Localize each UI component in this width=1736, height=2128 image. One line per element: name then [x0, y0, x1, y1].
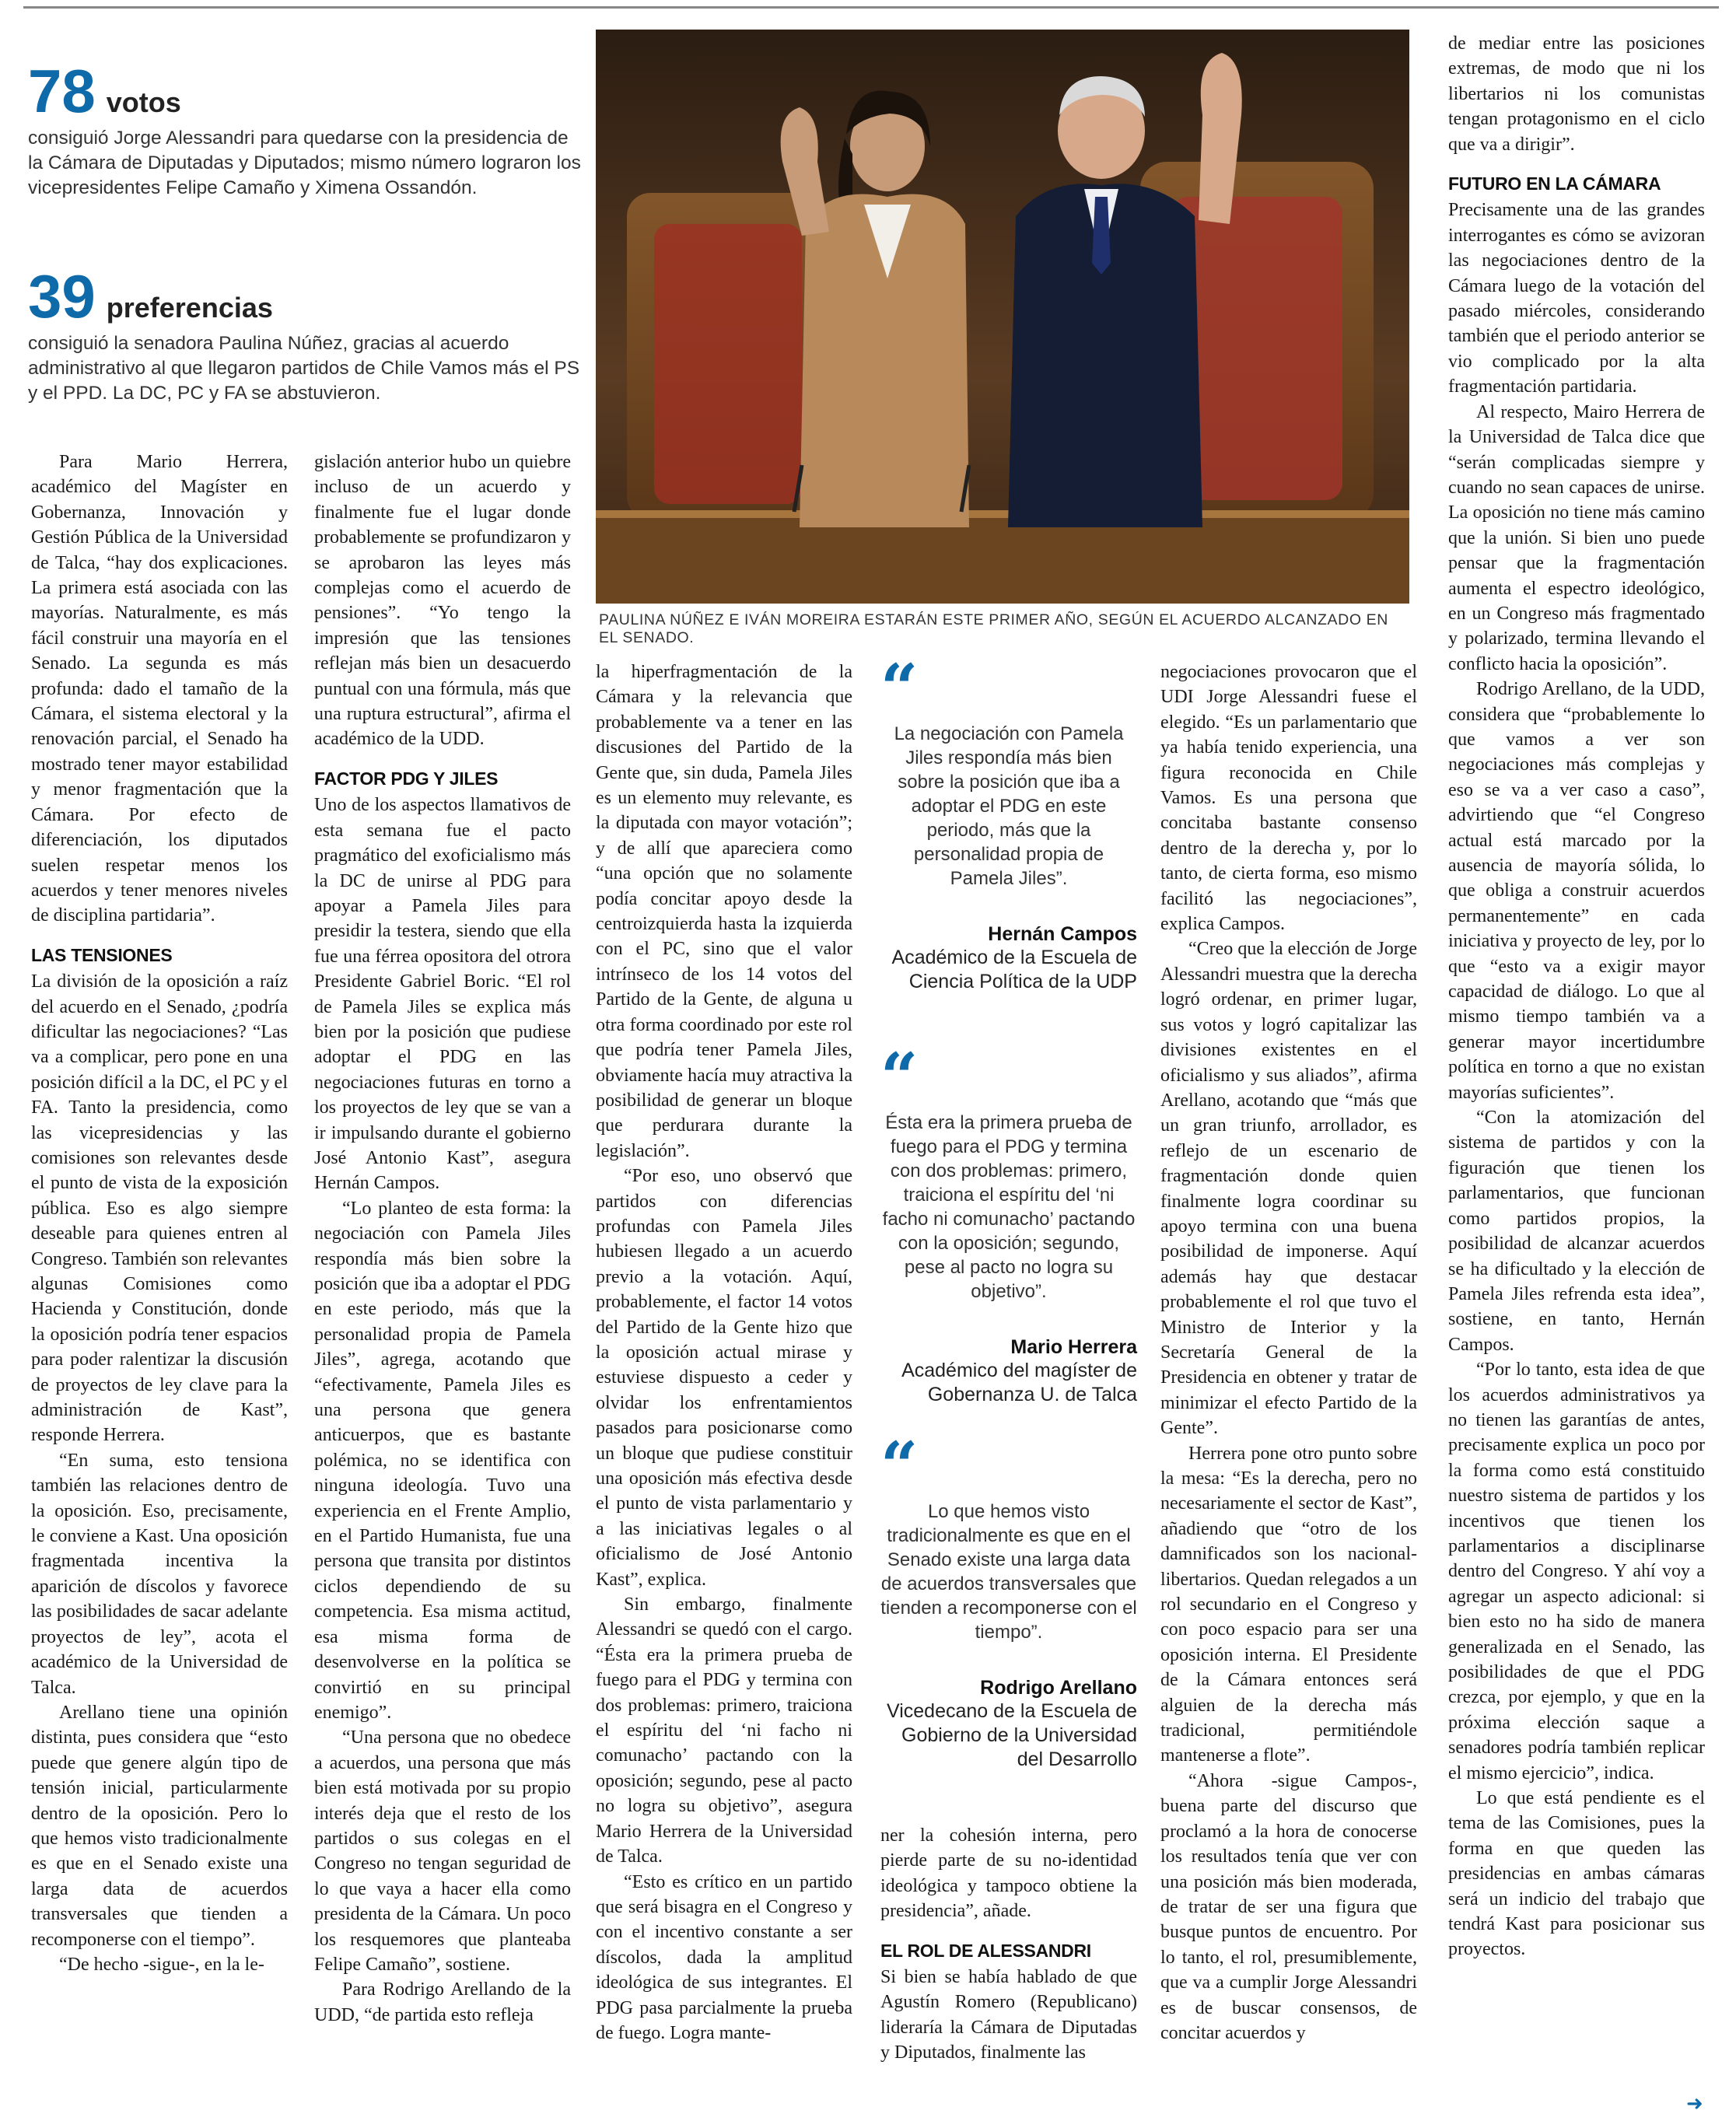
quote-author-role: Académico del magíster de Gobernanza U. de Talca [901, 1360, 1137, 1405]
paragraph: “Ahora -sigue Campos-, buena parte del discurso que proclamó a la hora de conocerse los resultados tenía que ver con una posición más bien moderada, de tratar de ser una figura que busque puntos de encuentro. Por lo tanto, el rol, presumiblemente, que va a cumplir Jorge Alessandri es de buscar consensos, de concitar acuerdos y [1160, 1770, 1417, 2043]
section-heading-futuro: FUTURO EN LA CÁMARA [1448, 173, 1661, 194]
quote-text: Lo que hemos visto tradicionalmente es que en el Senado existe una larga data de acuerdos transversales que tienden a recomponerse con el tiempo”. [880, 1501, 1137, 1643]
quote-text: Ésta era la primera prueba de fuego para el PDG y termina con dos problemas: primero, traiciona el espíritu del ‘ni facho ni comunacho’ pactando con la oposición; segundo, pese al pacto no logra su objetivo”. [882, 1112, 1136, 1302]
quote-icon: “ [880, 1038, 919, 1115]
photo-caption: PAULINA NÚÑEZ E IVÁN MOREIRA ESTARÁN ESTE PRIMER AÑO, SEGÚN EL ACUERDO ALCANZADO EN EL SENADO. [599, 611, 1388, 646]
stat-word: votos [106, 86, 181, 118]
photo-illustration [596, 30, 1409, 604]
paragraph: Para Mario Herrera, académico del Magíster en Gobernanza, Innovación y Gestión Pública de la Universidad de Talca, “hay dos explicaciones. La primera está asociada con las mayorías. Naturalmente, es más fácil construir una mayoría en el Senado. La segunda es más profunda: dado el tamaño de la Cámara, el sistema electoral y la renovación parcial, el Senado ha mostrado tener mayor estabilidad y menor fragmentación que la Cámara. Por efecto de diferenciación, los diputados suelen respetar menos los acuerdos y tener menores niveles de disciplina partidaria”. [31, 452, 288, 926]
article-column-5 [1160, 660, 1417, 2046]
paragraph: Uno de los aspectos llamativos de esta semana fue el pacto pragmático del exoficialismo más la DC de unirse al PDG para apoyar a Pamela Jiles para presidir la testera, siendo que ella fue una férrea opositora del otrora Presidente Gabriel Boric. “El rol de Pamela Jiles se explica más bien por la posición que pudiese adoptar el PDG en las negociaciones futuras en torno a los proyectos de ley que se van a ir impulsando durante el gobierno José Antonio Kast”, asegura Hernán Campos. [314, 795, 571, 1194]
paragraph: Al respecto, Mairo Herrera de la Universidad de Talca dice que “serán complicadas siempre y cuando no sean capaces de unirse. La oposición no tiene más camino que la unión. Si bien uno puede pensar que la fragmentación aumenta el espectro ideológico, en un Congreso más fragmentado y polarizado, termina llevando el conflicto hacia la oposición”. [1448, 401, 1705, 674]
paragraph: de mediar entre las posiciones extremas, de modo que ni los libertarios ni los comunistas tengan protagonismo en el ciclo que va a dirigir”. [1448, 33, 1705, 155]
arrow-right-icon: ➜ [1686, 2092, 1703, 2116]
paragraph: “Por eso, uno observó que partidos con diferencias profundas con Pamela Jiles hubiesen llegado a un acuerdo previo a la votación. Aquí, probablemente, el factor 14 votos del Partido de la Gente hizo que la oposición actual mirase y estuviese dispuesto a ceder y olvidar los enfrentamientos pasados para posicionarse como un bloque que pudiese constituir una oposición más efectiva desde el punto de vista parlamentario y a las iniciativas legales o al oficialismo de José Antonio Kast”, explica. [596, 1166, 852, 1590]
stat-block-preferences [28, 262, 588, 406]
stat-description: consiguió la senadora Paulina Núñez, gracias al acuerdo administrativo al que llegaron partidos de Chile Vamos más el PS y el PPD. La DC, PC y FA se abstuvieron. [28, 333, 580, 404]
article-column-4 [880, 1823, 1137, 2066]
paragraph: Herrera pone otro punto sobre la mesa: “Es la derecha, pero no necesariamente el sector de Kast”, añadiendo que “otro de los damnificados son los nacional-libertarios. Quedan relegados a un rol secundario en el Congreso y con poco espacio para ser una oposición interna. El Presidente de la Cámara entonces será alguien de la derecha más tradicional, permitiéndole mantenerse a flote”. [1160, 1443, 1417, 1766]
stat-description: consiguió Jorge Alessandri para quedarse con la presidencia de la Cámara de Diputadas y Diputados; mismo número lograron los vicepresidentes Felipe Camaño y Ximena Ossandón. [28, 128, 581, 198]
paragraph: “Una persona que no obedece a acuerdos, una persona que más bien está motivada por su propio interés deja que el resto de los partidos o sus colegas en el Congreso no tengan seguridad de lo que vaya a hacer ella como presidenta de la Cámara. Un poco los resquemores que planteaba Felipe Camaño”, sostiene. [314, 1727, 571, 1975]
article-column-3 [596, 660, 852, 2046]
article-column-6 [1448, 31, 1705, 1962]
paragraph: Sin embargo, finalmente Alessandri se quedó con el cargo. “Ésta era la primera prueba de fuego para el PDG y termina con dos problemas: primero, traiciona el espíritu del ‘ni facho ni comunacho’ pactando con la oposición; segundo, pese al pacto no logra su objetivo”, asegura Mario Herrera de la Universidad de Talca. [596, 1594, 852, 1867]
pull-quote [880, 649, 1137, 994]
paragraph: “Esto es crítico en un partido que será bisagra en el Congreso y con el incentivo constante a ser díscolos, dada la amplitud ideológica de sus integrantes. El PDG pasa parcialmente la prueba de fuego. Logra mante- [596, 1871, 852, 2043]
paragraph: Para Rodrigo Arellando de la UDD, “de partida esto refleja [314, 1979, 571, 2025]
paragraph: gislación anterior hubo un quiebre incluso de un acuerdo y finalmente fue el lugar donde probablemente se profundizaron y se aprobaron las leyes más complejas como el acuerdo de pensiones”. “Yo tengo la impresión que las tensiones reflejan más bien un desacuerdo puntual con una fórmula, más que una ruptura estructural”, afirma el académico de la UDD. [314, 452, 571, 750]
paragraph: Precisamente una de las grandes interrogantes es cómo se avizoran las negociaciones dentro de la Cámara luego de la votación del pasado miércoles, considerando también que el periodo anterior se vio complicado por la alta fragmentación partidaria. [1448, 200, 1705, 397]
paragraph: Si bien se había hablado de que Agustín Romero (Republicano) lideraría la Cámara de Diputadas y Diputados, finalmente las [880, 1967, 1137, 2063]
section-heading-factor-pdg: FACTOR PDG Y JILES [314, 768, 499, 789]
quote-text: La negociación con Pamela Jiles respondía más bien sobre la posición que iba a adoptar el PDG en este periodo, más que la personalidad propia de Pamela Jiles”. [894, 723, 1124, 889]
paragraph: “En suma, esto tensiona también las relaciones dentro de la oposición. Eso, precisamente, le conviene a Kast. Una oposición fragmentada incentiva la aparición de díscolos y favorece las posibilidades de sacar adelante proyectos de ley”, acota el académico de la Universidad de Talca. [31, 1450, 288, 1698]
news-photo [596, 30, 1409, 604]
article-column-2 [314, 450, 571, 2028]
paragraph: La división de la oposición a raíz del acuerdo en el Senado, ¿podría dificultar las negociaciones? “Las va a complicar, pero pone en una posición difícil a la DC, el PC y el FA. Tanto la presidencia, como las vicepresidencias y las comisiones son relevantes desde el punto de vista de la exposición pública. Eso es algo siempre deseable para quienes entren al Congreso. También son relevantes algunas Comisiones como Hacienda y Constitución, donde la oposición podría tener espacios para poder ralentizar la discusión de proyectos de ley clave para la administración de Kast”, responde Herrera. [31, 971, 288, 1446]
section-heading-tensiones: LAS TENSIONES [31, 944, 173, 965]
paragraph: ner la cohesión interna, pero pierde parte de su no-identidad ideológica y tampoco obtiene la presidencia”, añade. [880, 1825, 1137, 1922]
paragraph: Arellano tiene una opinión distinta, pues considera que “esto puede que genere algún tipo de tensión inicial, particularmente dentro de la oposición. Pero lo que hemos visto tradicionalmente es que en el Senado existe una larga data de acuerdos transversales que tienden a recomponerse con el tiempo”. [31, 1702, 288, 1950]
paragraph: “De hecho -sigue-, en la le- [59, 1954, 264, 1975]
top-rule [23, 6, 1719, 9]
quote-author-role: Vicedecano de la Escuela de Gobierno de la Universidad del Desarrollo [887, 1700, 1137, 1770]
paragraph: negociaciones provocaron que el UDI Jorge Alessandri fuese el elegido. “Es un parlamentario que ya había tenido experiencia, una figura reconocida en Chile Vamos. Es una persona que concitaba bastante consenso dentro de la derecha y, por lo tanto, de cierta forma, eso mismo facilitó las negociaciones”, explica Campos. [1160, 662, 1417, 935]
quote-author-role: Académico de la Escuela de Ciencia Política de la UDP [891, 947, 1137, 992]
quote-author: Hernán Campos [988, 923, 1137, 945]
section-heading-rol-alessandri: EL ROL DE ALESSANDRI [880, 1940, 1091, 1961]
stat-number: 39 [28, 262, 96, 331]
paragraph: “Con la atomización del sistema de partidos y con la figuración que tienen los parlamentarios, que funcionan como partidos propios, la posibilidad de alcanzar acuerdos se ha dificultado y la elección de Pamela Jiles refrenda esta idea”, sostiene, en tanto, Hernán Campos. [1448, 1108, 1705, 1355]
stat-number: 78 [28, 57, 96, 125]
quote-author: Rodrigo Arellano [980, 1677, 1137, 1699]
quote-icon: “ [880, 649, 919, 726]
stat-block-votes [28, 57, 588, 201]
paragraph: “Creo que la elección de Jorge Alessandri muestra que la derecha logró ordenar, en primer lugar, sus votos y logró capitalizar las divisiones existentes en el oficialismo y sus aliados”, afirma Arellano, acotando que “más que un gran triunfo, arrollador, es reflejo de un escenario de fragmentación donde quien finalmente logra coordinar su apoyo termina con una buena posibilidad de imponerse. Aquí además hay que destacar probablemente el rol que tuvo el Ministro de Interior y la Secretaría General de la Presidencia en obtener y tratar de minimizar el efecto Partido de la Gente”. [1160, 939, 1417, 1439]
quote-author: Mario Herrera [1010, 1336, 1137, 1358]
paragraph: Rodrigo Arellano, de la UDD, considera que “probablemente lo que vamos a ver son negociaciones más complejas y eso se va a ver caso a caso”, advirtiendo que “el Congreso actual está marcado por la ausencia de mayoría sólida, lo que obliga a construir acuerdos permanentemente” en cada iniciativa y proyecto de ley, por lo que “esto va a exigir mayor capacidad de diálogo. Lo que al mismo tiempo también va a generar mayor incertidumbre política en torno a que no existan mayorías suficientes”. [1448, 679, 1705, 1103]
paragraph: “Por lo tanto, esta idea de que los acuerdos administrativos ya no tienen las garantías de antes, precisamente explica un poco por la forma como está constituido nuestro sistema de partidos y los incentivos que tienen los parlamentarios a disciplinarse dentro del Congreso. Y ahí voy a agregar un aspecto adicional: si bien esto no ha sido de manera generalizada en el Senado, las posibilidades de que el PDG crezca, por ejemplo, y que en la próxima elección saque a senadores podría también replicar el mismo ejercicio”, indica. [1448, 1360, 1705, 1783]
article-column-1 [31, 450, 288, 1977]
paragraph: Lo que está pendiente es el tema de las Comisiones, pues la forma en que queden las presidencias en ambas cámaras será un indicio del trabajo que tendrá Kast para posicionar sus proyectos. [1448, 1788, 1705, 1960]
paragraph: “Lo planteo de esta forma: la negociación con Pamela Jiles respondía más bien sobre la posición que iba a adoptar el PDG en este periodo, más que la personalidad propia de Pamela Jiles”, agrega, acotando que “efectivamente, Pamela Jiles es una persona que genera anticuerpos, que es bastante polémica, no se identifica con ninguna ideología. Tuvo una experiencia en el Frente Amplio, en el Partido Humanista, fue una persona que transita por distintos ciclos dependiendo de su competencia. Esa misma actitud, esa misma forma de desenvolverse en la política se convirtió en su principal enemigo”. [314, 1198, 571, 1723]
paragraph: la hiperfragmentación de la Cámara y la relevancia que probablemente va a tener en las discusiones del Partido de la Gente que, sin duda, Pamela Jiles es un elemento muy relevante, es la diputada con mayor votación”; y de allí que apareciera como “una opción que no solamente podía concitar apoyo desde la centroizquierda hasta la izquierda con el PC, sino que el valor intrínseco de los 14 votos del Partido de la Gente, de alguna u otra forma coordinado por este rol que podría tener Pamela Jiles, obviamente hacía muy atractiva la posibilidad de generar un bloque que perdurara durante la legislación”. [596, 662, 852, 1161]
quote-icon: “ [880, 1427, 919, 1504]
pull-quote [880, 1038, 1137, 1407]
stat-word: preferencias [106, 292, 273, 324]
pull-quote [880, 1427, 1137, 1772]
